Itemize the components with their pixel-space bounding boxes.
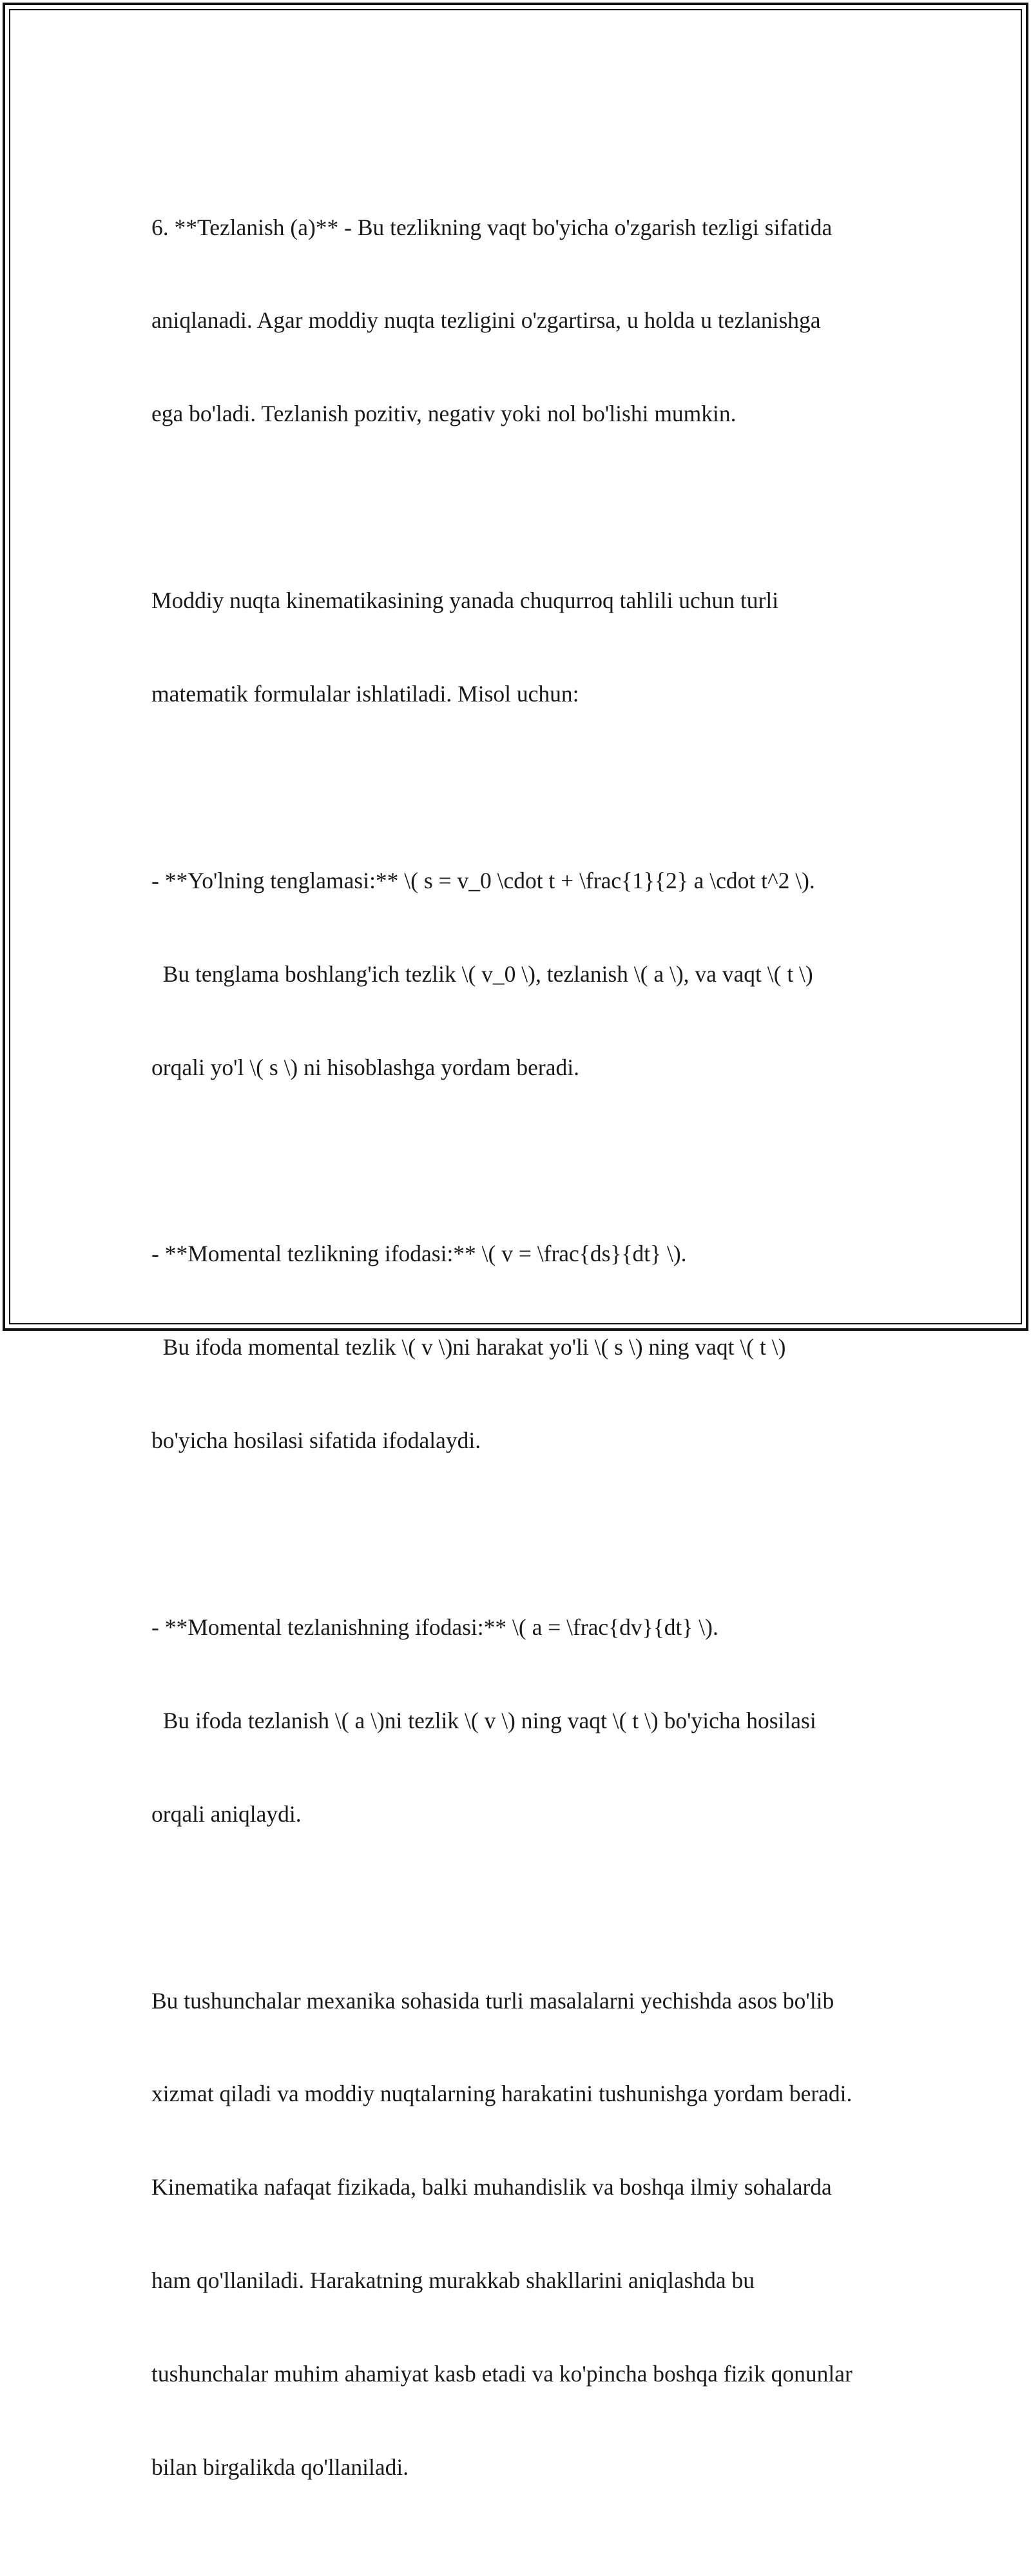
- text-line: xizmat qiladi va moddiy nuqtalarning harakatini tushunishga yordam beradi.: [151, 2081, 853, 2107]
- text-line: Bu ifoda tezlanish \( a \)ni tezlik \( v \) ning vaqt \( t \) bo'yicha hosilasi: [151, 1707, 816, 1733]
- text-line: bo'yicha hosilasi sifatida ifodalaydi.: [151, 1427, 481, 1454]
- text-line: - **Momental tezlanishning ifodasi:** \( a = \frac{dv}{dt} \).: [151, 1614, 718, 1640]
- text-line: tushunchalar muhim ahamiyat kasb etadi va ko'pincha boshqa fizik qonunlar: [151, 2361, 853, 2387]
- text-line: Bu ifoda momental tezlik \( v \)ni harakat yo'li \( s \) ning vaqt \( t \): [151, 1334, 786, 1360]
- text-line: 6. **Tezlanish (a)** - Bu tezlikning vaqt bo'yicha o'zgarish tezligi sifatida: [151, 214, 833, 240]
- text-line: Moddiy nuqta kinematikasining yanada chuqurroq tahlili uchun turli: [151, 587, 779, 614]
- paragraph-velocity-expression: [151, 1176, 892, 1518]
- text-line: orqali aniqlaydi.: [151, 1800, 302, 1827]
- paragraph-conclusion: [151, 1923, 892, 2545]
- text-line: orqali yo'l \( s \) ni hisoblashga yordam beradi.: [151, 1054, 579, 1080]
- text-line: bilan birgalikda qo'llaniladi.: [151, 2454, 409, 2480]
- paragraph-path-equation: [151, 803, 892, 1145]
- text-line: aniqlanadi. Agar moddiy nuqta tezligini o'zgartirsa, u holda u tezlanishga: [151, 307, 821, 334]
- paragraph-acceleration-expression: [151, 1549, 892, 1891]
- text-line: matematik formulalar ishlatiladi. Misol uchun:: [151, 681, 579, 707]
- text-line: - **Momental tezlikning ifodasi:** \( v = \frac{ds}{dt} \).: [151, 1241, 687, 1267]
- text-line: ham qo'llaniladi. Harakatning murakkab shakllarini aniqlashda bu: [151, 2267, 755, 2294]
- text-line: - **Yo'lning tenglamasi:** \( s = v_0 \cdot t + \frac{1}{2} a \cdot t^2 \).: [151, 867, 815, 893]
- text-line: ega bo'ladi. Tezlanish pozitiv, negativ yoki nol bo'lishi mumkin.: [151, 401, 737, 427]
- text-line: Bu tenglama boshlang'ich tezlik \( v_0 \), tezlanish \( a \), va vaqt \( t \): [151, 960, 813, 987]
- paragraph-acceleration-definition: [151, 149, 892, 491]
- paragraph-formulas-intro: [151, 523, 892, 772]
- document-body: [151, 149, 892, 2576]
- text-line: Kinematika nafaqat fizikada, balki muhandislik va boshqa ilmiy sohalarda: [151, 2174, 832, 2200]
- text-line: Bu tushunchalar mexanika sohasida turli masalalarni yechishda asos bo'lib: [151, 1987, 834, 2014]
